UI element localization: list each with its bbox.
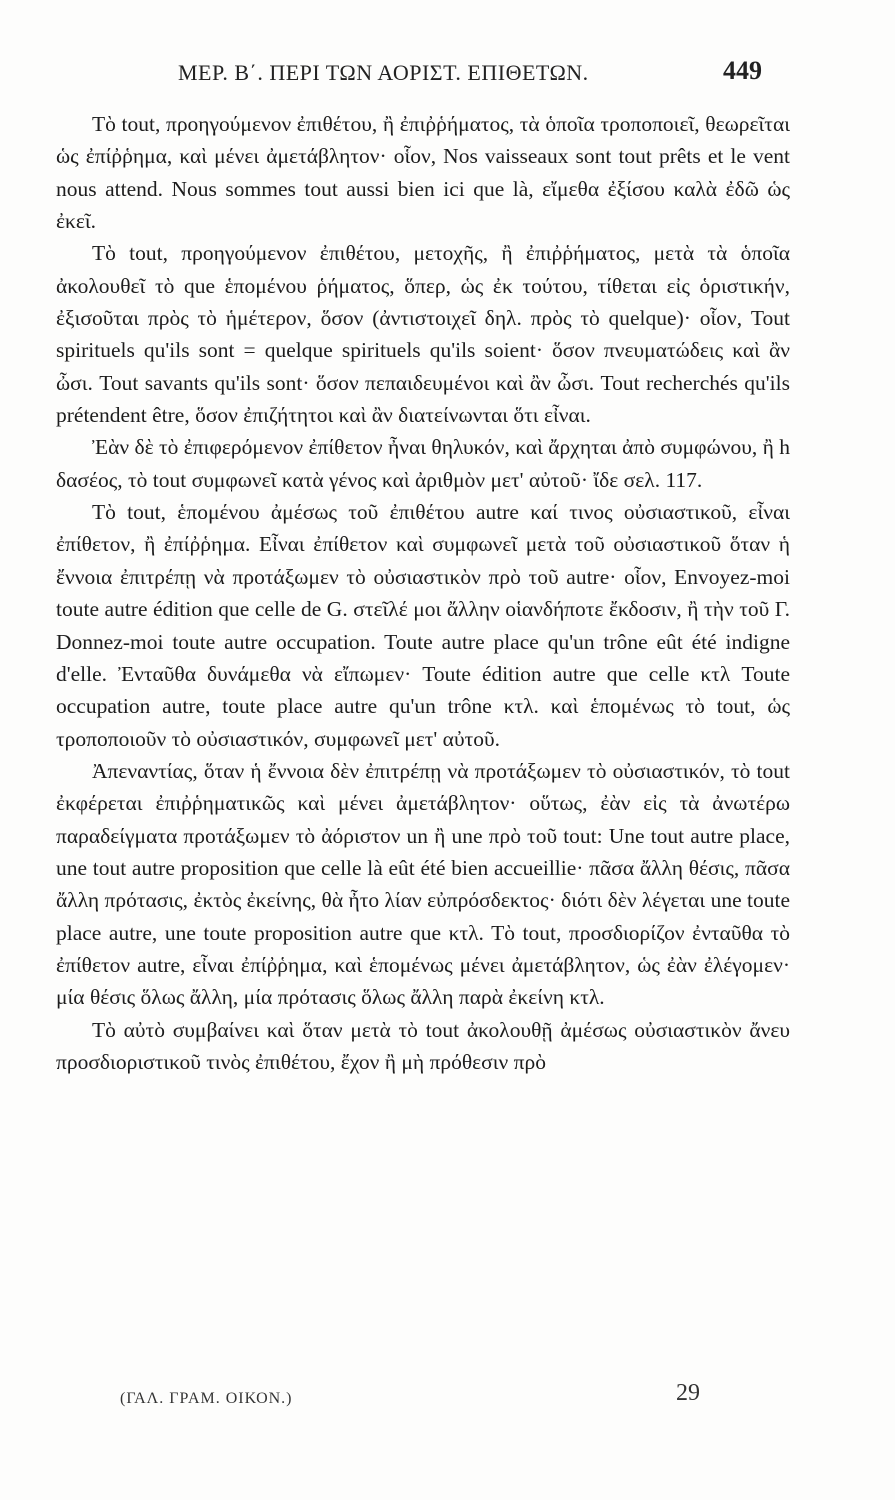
paragraph-tout-autre-adjective: Τὸ tout, ἑπομένου ἀμέσως τοῦ ἐπιθέτου autre καί τινος οὐσιαστικοῦ, εἶναι ἐπίθετον, ἢ ἐπίῤῥημα. Εἶναι ἐπίθετον καὶ συμφωνεῖ μετὰ τοῦ οὐσιαστικοῦ ὅταν ἡ ἔννοια ἐπιτρέπῃ νὰ προτάξωμεν τὸ οὐσιαστικὸν πρὸ τοῦ autre· οἷον, Envoyez-moi toute autre édition que celle de G. στεῖλέ μοι ἄλλην οἱανδήποτε ἔκδοσιν, ἢ τὴν τοῦ Γ. Donnez-moi toute autre occupation. Toute autre place qu'un trône eût été indigne d'elle. Ἐνταῦθα δυνάμεθα νὰ εἴπωμεν· Toute édition autre que celle κτλ Toute occupation autre, toute place autre qu'un trône κτλ. καὶ ἑπομένως τὸ tout, ὡς τροποποιοῦν τὸ οὐσιαστικόν, συμφωνεῖ μετ' αὐτοῦ. bbox=[56, 500, 790, 751]
paragraph-tout-que: Τὸ tout, προηγούμενον ἐπιθέτου, μετοχῆς, ἢ ἐπιῤῥήματος, μετὰ τὰ ὁποῖα ἀκολουθεῖ τὸ que ἑπομένου ῥήματος, ὅπερ, ὡς ἐκ τούτου, τίθεται εἰς ὁριστικήν, ἐξισοῦται πρὸς τὸ ἡμέτερον, ὅσον (ἀντιστοιχεῖ δηλ. πρὸς τὸ quelque)· οἷον, Tout spirituels qu'ils sont = quelque spirituels qu'ils soient· ὅσον πνευματώδεις καὶ ἂν ὦσι. Tout savants qu'ils sont· ὅσον πεπαιδευμένοι καὶ ἂν ὦσι. Tout recherchés qu'ils prétendent être, ὅσον ἐπιζήτητοι καὶ ἂν διατείνωνται ὅτι εἶναι. bbox=[56, 241, 790, 428]
paragraph-tout-adverb: Τὸ tout, προηγούμενον ἐπιθέτου, ἢ ἐπιῤῥήματος, τὰ ὁποῖα τροποποιεῖ, θεωρεῖται ὡς ἐπίῤῥημα, καὶ μένει ἀμετάβλητον· οἷον, Nos vaisseaux sont tout prêts et le vent nous attend. Nous sommes tout aussi bien ici que là, εἴμεθα ἐξίσου καλὰ ἐδῶ ὡς ἐκεῖ. bbox=[56, 112, 790, 234]
page-footer bbox=[0, 1380, 895, 1420]
paragraph-tout-autre-adverb: Ἀπεναντίας, ὅταν ἡ ἔννοια δὲν ἐπιτρέπῃ νὰ προτάξωμεν τὸ οὐσιαστικόν, τὸ tout ἐκφέρεται ἐπιῤῥηματικῶς καὶ μένει ἀμετάβλητον· οὕτως, ἐὰν εἰς τὰ ἀνωτέρω παραδείγματα προτάξωμεν τὸ ἀόριστον un ἢ une πρὸ τοῦ tout: Une tout autre place, une tout autre proposition que celle là eût été bien accueillie· πᾶσα ἄλλη θέσις, πᾶσα ἄλλη πρότασις, ἐκτὸς ἐκείνης, θὰ ἦτο λίαν εὐπρόσδεκτος· διότι δὲν λέγεται une toute place autre, une toute proposition autre que κτλ. Τὸ tout, προσδιορίζον ἐνταῦθα τὸ ἐπίθετον autre, εἶναι ἐπίῤῥημα, καὶ ἑπομένως μένει ἀμετάβλητον, ὡς ἐὰν ἐλέγομεν· μία θέσις ὅλως ἄλλη, μία πρότασις ὅλως ἄλλη παρὰ ἐκείνη κτλ. bbox=[56, 758, 790, 1010]
paragraph-tout-noun: Τὸ αὐτὸ συμβαίνει καὶ ὅταν μετὰ τὸ tout ἀκολουθῇ ἀμέσως οὐσιαστικὸν ἄνευ προσδιοριστικοῦ τινὸς ἐπιθέτου, ἔχον ἢ μὴ πρόθεσιν πρὸ bbox=[56, 1017, 790, 1074]
page-number: 449 bbox=[723, 56, 762, 85]
paragraph-tout-feminine: Ἐὰν δὲ τὸ ἐπιφερόμενον ἐπίθετον ἦναι θηλυκόν, καὶ ἄρχηται ἀπὸ συμφώνου, ἢ h δασέος, τὸ tout συμφωνεῖ κατὰ γένος καὶ ἀριθμὸν μετ' αὐτοῦ· ἴδε σελ. 117. bbox=[56, 435, 790, 492]
page-body bbox=[56, 108, 790, 1078]
page-header bbox=[0, 52, 895, 92]
signature-mark: (ΓΑΛ. ΓΡΑΜ. ΟΙΚΟΝ.) bbox=[120, 1390, 293, 1407]
signature-number: 29 bbox=[676, 1380, 700, 1406]
running-head: ΜΕΡ. Β΄. ΠΕΡΙ ΤΩΝ ΑΟΡΙΣΤ. ΕΠΙΘΕΤΩΝ. bbox=[178, 60, 589, 85]
